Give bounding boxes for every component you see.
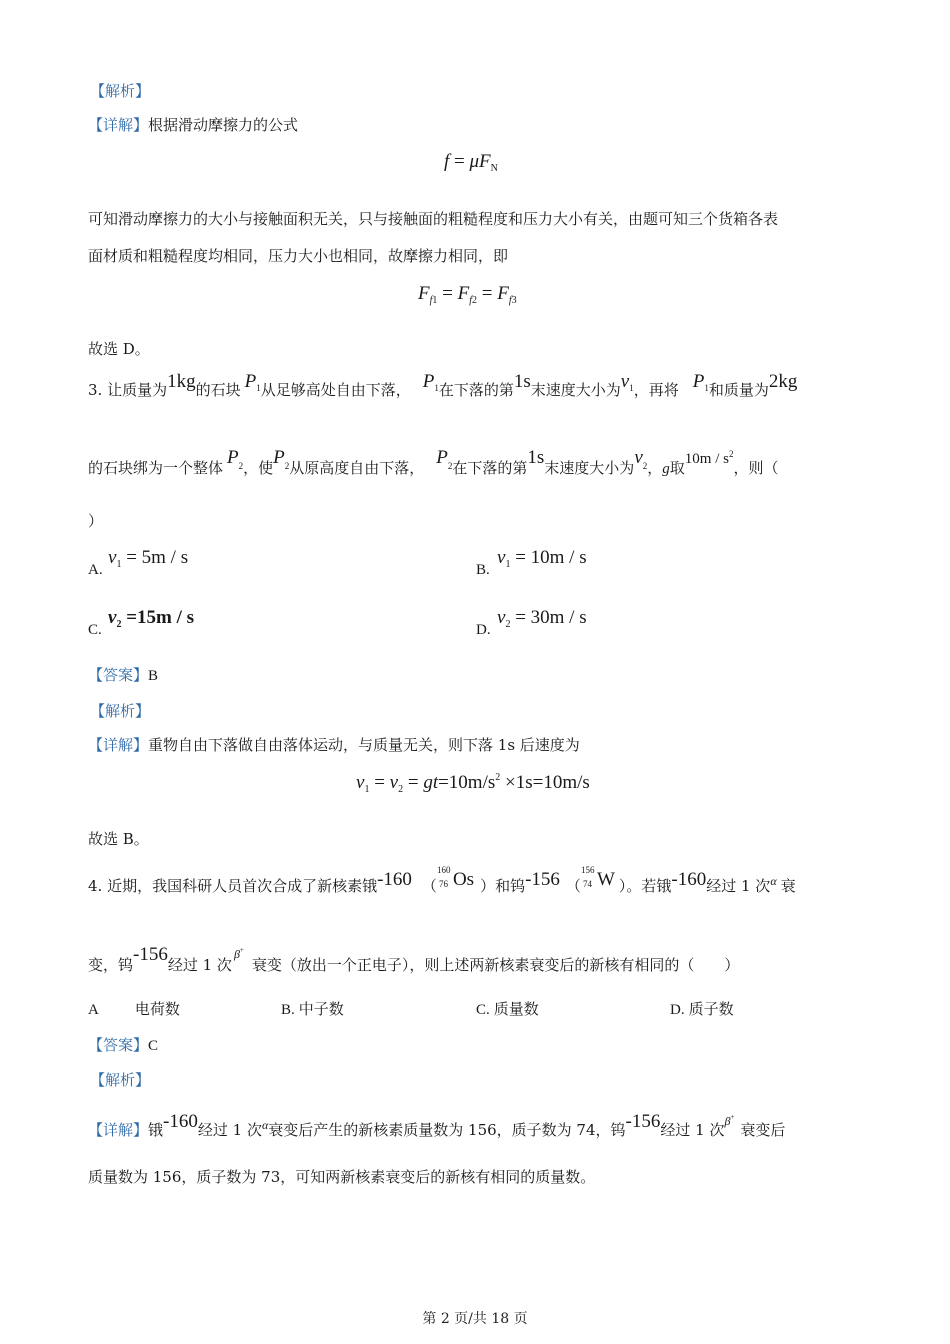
text: 变，钨: [88, 956, 134, 974]
text: （: [421, 877, 437, 895]
text: 锇: [148, 1121, 164, 1139]
answer-line: [88, 668, 158, 684]
xiangjie-line: [88, 1111, 786, 1146]
var-v: v: [108, 547, 117, 568]
text: 的石块: [195, 381, 241, 399]
text: 从原高度自由下落，: [289, 459, 425, 477]
element-symbol: Os: [452, 869, 475, 890]
xiangjie-tag: 【详解】: [88, 1121, 149, 1139]
sub: 2: [116, 619, 122, 630]
formula-f: f: [508, 295, 512, 306]
value: ×1s=10m/s: [500, 772, 590, 793]
var-v: v: [497, 607, 506, 628]
text: 经过 1 次: [660, 1121, 725, 1139]
time: 1s: [527, 447, 545, 468]
answer-line: [88, 1038, 158, 1054]
option-d-formula: [497, 608, 587, 630]
answer-tag: 【答案】: [88, 1036, 149, 1054]
option-d: [670, 1002, 734, 1018]
formula-sub: 2: [472, 295, 477, 306]
option-c: [476, 1002, 539, 1018]
formula-f: f: [469, 295, 472, 306]
text: 4. 近期，我国科研人员首次合成了新核素锇: [88, 877, 378, 895]
text: 末速度大小为: [544, 459, 635, 477]
sub: 2: [238, 461, 244, 471]
text: 的石块绑为一个整体: [88, 459, 224, 477]
option-c: [88, 622, 102, 638]
text: 衰变（放出一个正电子），则上述两新核素衰变后的新核有相同的（ ）: [251, 956, 740, 974]
text: 衰变后: [740, 1121, 786, 1139]
var-v: v: [389, 772, 399, 793]
text: 衰变后产生的新核素质量数为 156，质子数为 74，钨: [268, 1121, 626, 1139]
option-label: C.: [476, 1002, 490, 1018]
value: =10m/s: [438, 772, 496, 793]
formula-F: F: [479, 151, 491, 172]
xiangjie-text: 重物自由下落做自由落体运动，与质量无关，则下落 1s 后速度为: [148, 736, 580, 754]
mass-2: 2kg: [768, 371, 798, 392]
eq: =: [403, 772, 424, 793]
beta-symbol: β: [233, 947, 240, 961]
velocity-formula: [356, 773, 590, 795]
beta-sup: +: [239, 946, 244, 954]
text: 末速度大小为: [530, 381, 621, 399]
mass-number: 156: [580, 865, 595, 875]
var-P: P: [227, 447, 239, 468]
text: ，则（: [733, 459, 779, 477]
alpha-symbol: α: [770, 874, 777, 888]
text: ）: [480, 877, 496, 895]
question-4-line-1: [88, 865, 796, 902]
text: 和质量为: [708, 381, 769, 399]
sub: 1: [256, 383, 261, 393]
xiangjie-text: 根据滑动摩擦力的公式: [148, 116, 299, 134]
var-P: P: [436, 447, 448, 468]
formula-eq: =: [449, 151, 470, 172]
jiexi-tag: 【解析】: [90, 702, 151, 720]
xiangjie-line: [88, 738, 580, 753]
conclusion: 故选 D。: [88, 340, 150, 358]
text: ，使: [243, 459, 274, 477]
var-v: v: [620, 371, 630, 392]
mass-number: 160: [436, 865, 451, 875]
value: = 5m / s: [121, 547, 189, 568]
question-3-line-1: [88, 371, 798, 406]
paragraph-line: 面材质和粗糙程度均相同，压力大小也相同，故摩擦力相同，即: [88, 247, 509, 265]
option-label: A.: [88, 562, 103, 578]
xiangjie-line: [88, 118, 298, 133]
isotope-number: -156: [525, 869, 560, 890]
xiangjie-tag: 【详解】: [88, 116, 149, 134]
var-P: P: [244, 371, 257, 392]
option-a: [88, 562, 103, 578]
var-P: P: [692, 371, 705, 392]
paragraph-line: 质量数为 156，质子数为 73，可知两新核素衰变后的新核有相同的质量数。: [88, 1168, 596, 1186]
paragraph-line: 可知滑动摩擦力的大小与接触面积无关，只与接触面的粗糙程度和压力大小有关，由题可知三个货箱各表: [88, 210, 779, 228]
mass-1: 1kg: [167, 371, 196, 392]
text: 在下落的第: [438, 381, 514, 399]
sub: 1: [704, 383, 709, 393]
option-text: 中子数: [298, 1000, 344, 1018]
value: =15m / s: [121, 607, 195, 628]
alpha-symbol: α: [261, 1118, 269, 1132]
value: = 30m / s: [510, 607, 587, 628]
question-3-line-2: [88, 447, 779, 484]
formula-sub: 1: [432, 295, 438, 306]
text: 从足够高处自由下落，: [260, 381, 411, 399]
option-text: 质子数: [688, 1000, 734, 1018]
var-v: v: [497, 547, 506, 568]
var-g: g: [662, 461, 670, 477]
sub: 1: [505, 559, 511, 570]
question-number: 3. 让质量为: [88, 381, 168, 399]
question-4-line-2: [88, 944, 740, 981]
sub: 2: [505, 619, 511, 630]
option-label: D.: [476, 622, 491, 638]
text: ）。若锇: [618, 877, 672, 895]
conclusion: 故选 B。: [88, 830, 149, 848]
formula-sub: 3: [511, 295, 517, 306]
sub: 2: [284, 461, 290, 471]
option-b: [476, 562, 490, 578]
option-label: A: [88, 1002, 99, 1018]
answer-tag: 【答案】: [88, 666, 149, 684]
friction-equality-formula: [418, 284, 517, 306]
text: ，再将: [633, 381, 679, 399]
xiangjie-tag: 【详解】: [88, 736, 149, 754]
option-a-formula: [108, 548, 188, 570]
sub: 1: [434, 383, 439, 393]
w-nuclide-indices: [580, 865, 597, 889]
formula-eq: =: [477, 283, 498, 304]
sub: 1: [116, 559, 122, 570]
page-footer: 第 2 页/共 18 页: [422, 1311, 528, 1327]
time: 1s: [513, 371, 531, 392]
value: = 10m / s: [510, 547, 587, 568]
sub: 1: [364, 784, 370, 795]
formula-f: f: [429, 295, 433, 306]
text: 经过 1 次: [167, 956, 232, 974]
option-c-formula: [108, 608, 194, 630]
option-label: C.: [88, 622, 102, 638]
option-text: 质量数: [493, 1000, 539, 1018]
os-nuclide-indices: [436, 865, 453, 889]
isotope-number: -160: [671, 869, 707, 890]
sub: 2: [447, 461, 453, 471]
formula-mu: μ: [469, 151, 480, 172]
option-text: 电荷数: [134, 1000, 180, 1018]
var-gt: gt: [423, 772, 439, 793]
text: 取: [669, 459, 685, 477]
var-v: v: [108, 607, 117, 628]
jiexi-tag: 【解析】: [90, 1071, 151, 1089]
formula-F: F: [497, 283, 509, 304]
jiexi-tag: 【解析】: [90, 82, 151, 100]
var-P: P: [422, 371, 435, 392]
var-v: v: [634, 447, 643, 468]
formula-F: F: [418, 283, 430, 304]
formula-f: f: [444, 151, 450, 172]
exp: 2: [728, 449, 734, 459]
option-a: [88, 1002, 180, 1018]
option-label: D.: [670, 1002, 685, 1018]
answer-value: B: [148, 668, 159, 684]
text: 经过 1 次: [197, 1121, 262, 1139]
formula-eq: =: [437, 283, 458, 304]
option-d: [476, 622, 491, 638]
atomic-number: 76: [438, 879, 448, 889]
text: 和钨: [495, 877, 526, 895]
sub: 2: [642, 461, 648, 471]
formula-sub-N: N: [490, 163, 498, 174]
text: 衰: [780, 877, 796, 895]
var-v: v: [356, 772, 365, 793]
option-label: B.: [476, 562, 490, 578]
exp: 2: [495, 772, 501, 783]
eq: =: [369, 772, 390, 793]
option-label: B.: [281, 1002, 295, 1018]
option-b-formula: [497, 548, 587, 570]
atomic-number: 74: [582, 879, 592, 889]
beta-sup: +: [730, 1113, 735, 1121]
friction-formula: [444, 152, 498, 174]
answer-value: C: [148, 1038, 159, 1054]
isotope-number: -160: [163, 1111, 198, 1132]
text: （: [565, 877, 581, 895]
sub: 2: [398, 784, 404, 795]
isotope-number: -160: [377, 869, 412, 890]
text: ，: [647, 459, 663, 477]
sub: 1: [629, 383, 634, 393]
text: 经过 1 次: [706, 877, 771, 895]
element-symbol: W: [596, 869, 615, 890]
var-P: P: [273, 447, 285, 468]
text: 在下落的第: [452, 459, 528, 477]
option-b: [281, 1002, 344, 1018]
beta-symbol: β: [724, 1114, 731, 1128]
isotope-number: -156: [625, 1111, 661, 1132]
formula-F: F: [457, 283, 470, 304]
paren-close: ）: [88, 512, 104, 530]
g-value: 10m / s: [684, 451, 729, 467]
isotope-number: -156: [133, 944, 168, 965]
